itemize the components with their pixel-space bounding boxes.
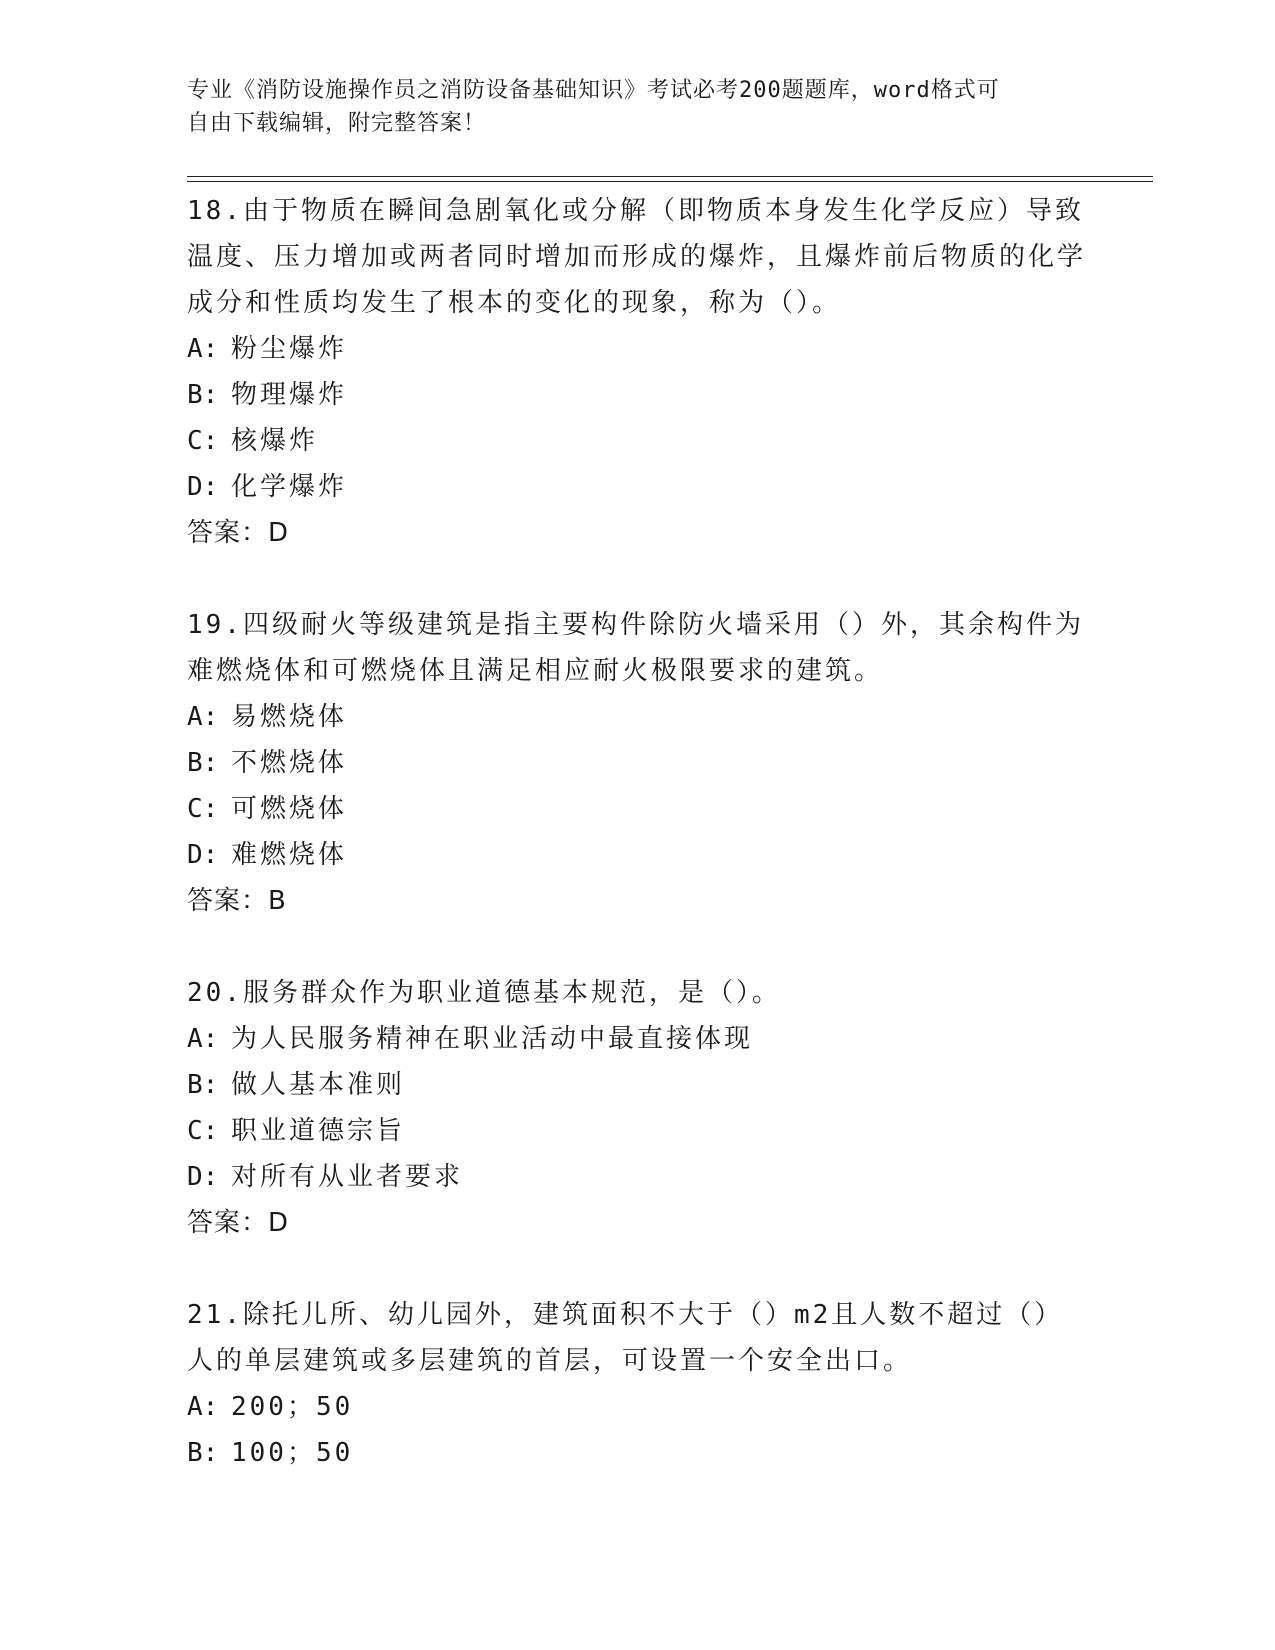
question-20	[187, 970, 1087, 1246]
option-letter: A:	[187, 1024, 219, 1054]
option-text: 易燃烧体	[231, 702, 348, 732]
header-line-1: 专业《消防设施操作员之消防设备基础知识》考试必考200题题库，word格式可	[187, 78, 1000, 103]
option-c	[187, 786, 1087, 832]
option-b	[187, 372, 1087, 418]
option-text: 核爆炸	[231, 426, 319, 456]
option-text: 做人基本准则	[231, 1070, 406, 1100]
option-letter: C:	[187, 426, 219, 456]
question-stem: 19.四级耐火等级建筑是指主要构件除防火墙采用（）外，其余构件为难燃烧体和可燃烧体且满足相应耐火极限要求的建筑。	[187, 610, 1084, 686]
option-letter: B:	[187, 1070, 219, 1100]
option-text: 难燃烧体	[231, 840, 348, 870]
option-a	[187, 326, 1087, 372]
option-text: 200；50	[231, 1392, 354, 1422]
document-header	[187, 74, 1067, 140]
option-a	[187, 694, 1087, 740]
option-d	[187, 832, 1087, 878]
question-18	[187, 188, 1087, 556]
option-d	[187, 1154, 1087, 1200]
answer-line: 答案：D	[187, 1208, 290, 1238]
option-c	[187, 1108, 1087, 1154]
header-divider-top	[187, 176, 1153, 177]
option-text: 100；50	[231, 1438, 354, 1468]
header-divider-bottom	[187, 181, 1153, 182]
option-text: 物理爆炸	[231, 380, 348, 410]
option-a	[187, 1016, 1087, 1062]
option-letter: A:	[187, 334, 219, 364]
question-stem: 18.由于物质在瞬间急剧氧化或分解（即物质本身发生化学反应）导致温度、压力增加或两者同时增加而形成的爆炸，且爆炸前后物质的化学成分和性质均发生了根本的变化的现象，称为（）。	[187, 196, 1087, 318]
option-letter: B:	[187, 748, 219, 778]
question-21	[187, 1292, 1087, 1476]
question-19	[187, 602, 1087, 924]
option-text: 不燃烧体	[231, 748, 348, 778]
option-letter: D:	[187, 840, 219, 870]
question-stem: 20.服务群众作为职业道德基本规范，是（）。	[187, 978, 781, 1008]
option-text: 粉尘爆炸	[231, 334, 348, 364]
option-letter: A:	[187, 702, 219, 732]
option-text: 为人民服务精神在职业活动中最直接体现	[231, 1024, 754, 1054]
option-d	[187, 464, 1087, 510]
option-letter: D:	[187, 472, 219, 502]
answer-line: 答案：B	[187, 886, 287, 916]
option-text: 职业道德宗旨	[231, 1116, 406, 1146]
option-c	[187, 418, 1087, 464]
option-text: 对所有从业者要求	[231, 1162, 464, 1192]
option-a	[187, 1384, 1087, 1430]
option-b	[187, 1062, 1087, 1108]
option-b	[187, 1430, 1087, 1476]
question-list	[187, 188, 1087, 1476]
option-text: 化学爆炸	[231, 472, 348, 502]
option-letter: A:	[187, 1392, 219, 1422]
option-letter: C:	[187, 794, 219, 824]
option-b	[187, 740, 1087, 786]
option-letter: C:	[187, 1116, 219, 1146]
header-line-2: 自由下载编辑，附完整答案！	[187, 111, 487, 136]
option-text: 可燃烧体	[231, 794, 348, 824]
option-letter: B:	[187, 380, 219, 410]
option-letter: B:	[187, 1438, 219, 1468]
question-stem: 21.除托儿所、幼儿园外，建筑面积不大于（）m2且人数不超过（）人的单层建筑或多层建筑的首层，可设置一个安全出口。	[187, 1300, 1064, 1376]
answer-line: 答案：D	[187, 518, 290, 548]
option-letter: D:	[187, 1162, 219, 1192]
